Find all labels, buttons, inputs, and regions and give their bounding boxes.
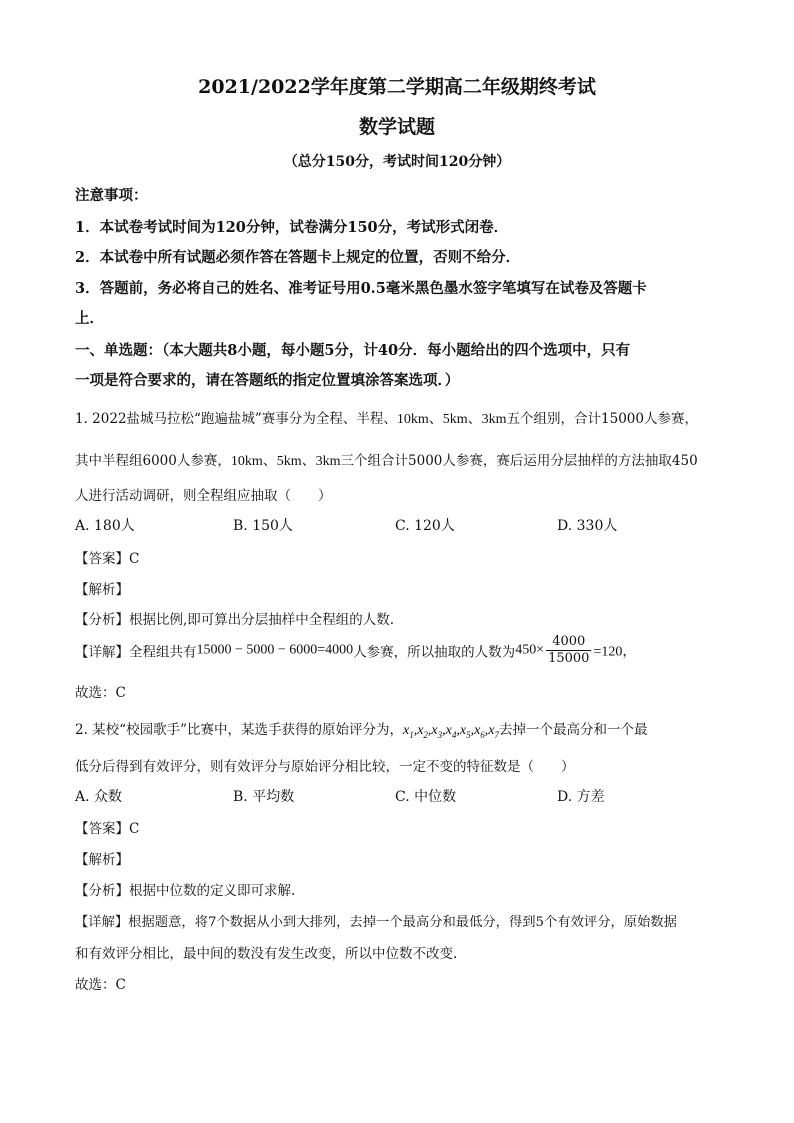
q1-line-3: 人进行活动调研，则全程组应抽取（ ） [75,488,332,504]
notice-item-3: 3．答题前，务必将自己的姓名、准考证号用0.5毫米黑色墨水签字笔填写在试卷及答题卡 [75,280,647,297]
section-heading-cont: 一项是符合要求的，请在答题纸的指定位置填涂答案选项．） [75,372,460,389]
q2-line-2: 低分后得到有效评分，则有效评分与原始评分相比较，一定不变的特征数是（ ） [75,759,575,775]
notice-item-1: 1．本试卷考试时间为120分钟，试卷满分150分，考试形式闭卷． [75,219,509,236]
q1-text-cont: 三个组合计5000人参赛，赛后运用分层抽样的方法抽取450 [340,453,698,469]
exam-info: （总分150分，考试时间120分钟） [283,154,511,170]
q2-answer: 【答案】C [75,821,140,837]
q1-groups: 10km、5km、3km [230,454,341,469]
q1-option-c: C. 120人 [395,518,455,534]
q1-text: 1. 2022盐城马拉松“跑遍盐城”赛事分为全程、半程、 [75,411,397,427]
notice-item-3-cont: 上． [75,310,104,327]
q2-line-1 [75,718,648,740]
q1-result: 故选：C [75,685,126,701]
notice-item-2: 2．本试卷中所有试题必须作答在答题卡上规定的位置，否则不给分． [75,249,521,266]
exam-title: 2021/2022学年度第二学期高二年级期终考试 [198,76,596,98]
q2-detail-cont: 和有效评分相比，最中间的数没有发生改变，所以中位数不改变. [75,946,458,962]
q1-detail-text-cont: 人参赛，所以抽取的人数为 [353,644,516,661]
q1-option-b: B. 150人 [233,518,293,534]
q1-line-2 [75,449,698,470]
q2-analysis: 【解析】 [75,852,129,868]
q1-option-d: D. 330人 [557,518,618,534]
q2-text: 2. 某校“校园歌手”比赛中，某选手获得的原始评分为， [75,722,403,738]
q1-text: 其中半程组6000人参赛， [75,453,231,469]
notice-heading: 注意事项： [75,187,148,204]
q2-fenxi: 【分析】根据中位数的定义即可求解. [75,883,296,899]
q2-variables: $x_1,x_2,x_3,x_4,x_5,x_6,x_7$ [402,723,500,740]
q1-detail-expr: 15000 − 5000 − 6000=4000 [196,642,354,658]
subject-title: 数学试题 [358,116,435,138]
section-heading: 一、单选题：（本大题共8小题，每小题5分，计40分．每小题给出的四个选项中，只有 [75,342,631,359]
q1-fraction [546,634,591,667]
q1-text-cont: 五个组别，合计15000人参赛， [506,411,698,427]
q1-detail-text: 【详解】全程组共有 [75,644,197,661]
q1-calc-suffix: =120， [593,644,637,660]
q2-option-b: B. 平均数 [233,789,295,805]
q1-line-1 [75,407,698,428]
q1-calc-prefix: 450× [515,642,545,658]
q2-option-c: C. 中位数 [395,789,457,805]
q1-answer: 【答案】C [75,551,140,567]
q2-text-cont: 去掉一个最高分和一个最 [499,722,648,738]
q1-groups: 10km、5km、3km [396,412,507,427]
q1-analysis: 【解析】 [75,582,129,598]
q2-option-d: D. 方差 [557,789,605,805]
q1-detail [75,634,636,667]
q1-fraction-numerator: 4000 [546,634,591,651]
q1-fraction-denominator: 15000 [548,651,590,666]
q2-option-a: A. 众数 [75,789,123,805]
q1-option-a: A. 180人 [75,518,135,534]
q1-fenxi: 【分析】根据比例,即可算出分层抽样中全程组的人数. [75,612,395,628]
q2-result: 故选：C [75,977,126,993]
q2-detail: 【详解】根据题意，将7个数据从小到大排列，去掉一个最高分和最低分，得到5个有效评分，原始数据 [75,915,677,930]
